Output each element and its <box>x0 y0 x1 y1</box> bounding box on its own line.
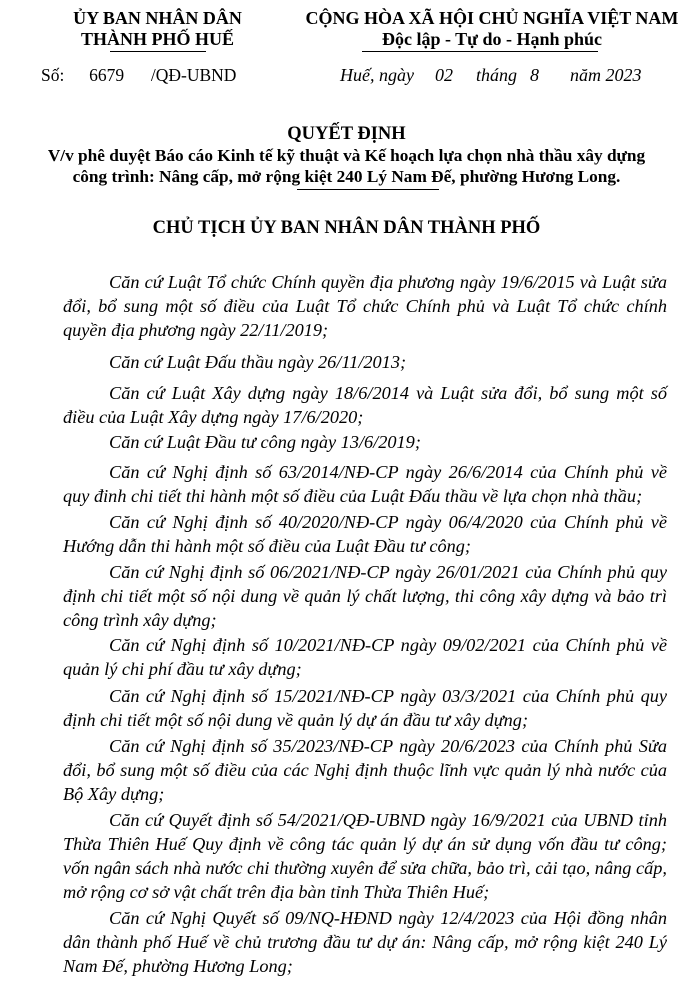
legal-basis-paragraph: Căn cứ Luật Xây dựng ngày 18/6/2014 và Luật sửa đổi, bổ sung một số điều của Luật Xây dựng ngày 17/6/2020; <box>63 383 667 427</box>
number-value: 6679 <box>89 65 125 85</box>
document-number <box>41 65 236 86</box>
date-place: Huế, ngày <box>340 65 414 85</box>
date-month-label: tháng <box>475 65 517 85</box>
legal-basis-paragraph: Căn cứ Nghị định số 35/2023/NĐ-CP ngày 20/6/2023 của Chính phủ Sửa đổi, bổ sung một số điều của các Nghị định thuộc lĩnh vực quản lý nhà nước của Bộ Xây dựng; <box>63 736 667 804</box>
legal-basis-paragraph: Căn cứ Nghị định số 15/2021/NĐ-CP ngày 03/3/2021 của Chính phủ quy định chi tiết một số nội dung về quản lý dự án đầu tư xây dựng; <box>63 686 667 730</box>
date-year: 2023 <box>605 65 642 85</box>
place-date <box>340 65 642 86</box>
legal-basis-paragraph: Căn cứ Luật Đấu thầu ngày 26/11/2013; <box>109 352 407 372</box>
legal-basis-paragraph: Căn cứ Nghị Quyết số 09/NQ-HĐND ngày 12/4/2023 của Hội đồng nhân dân thành phố Huế về chủ trương đầu tư dự án: Nâng cấp, mở rộng kiệt 240 Lý Nam Đế, phường Hương Long; <box>63 908 667 976</box>
document-subject-line1: V/v phê duyệt Báo cáo Kinh tế kỹ thuật và Kế hoạch lựa chọn nhà thầu xây dựng <box>47 146 646 165</box>
subject-underline <box>297 189 439 190</box>
document-subject-line2: công trình: Nâng cấp, mở rộng kiệt 240 Lý Nam Đế, phường Hương Long. <box>72 167 621 186</box>
number-suffix: /QĐ-UBND <box>150 65 237 85</box>
agency-name-line1: ỦY BAN NHÂN DÂN <box>73 8 242 28</box>
number-label: Số: <box>41 65 65 85</box>
date-day: 02 <box>434 65 453 85</box>
national-title: CỘNG HÒA XÃ HỘI CHỦ NGHĨA VIỆT NAM <box>305 8 679 28</box>
date-month: 8 <box>530 65 539 85</box>
motto-underline <box>362 51 598 52</box>
document-heading: QUYẾT ĐỊNH <box>287 124 406 144</box>
national-motto: Độc lập - Tự do - Hạnh phúc <box>381 29 603 49</box>
legal-basis-paragraph: Căn cứ Nghị định số 63/2014/NĐ-CP ngày 26/6/2014 của Chính phủ về quy đinh chi tiết thi hành một số điều của Luật Đấu thầu về lựa chọn nhà thầu; <box>63 462 667 506</box>
agency-name-line2: THÀNH PHỐ HUẾ <box>80 29 234 49</box>
legal-basis-paragraph: Căn cứ Luật Đầu tư công ngày 13/6/2019; <box>109 432 421 452</box>
legal-basis-paragraph: Căn cứ Quyết định số 54/2021/QĐ-UBND ngày 16/9/2021 của UBND tỉnh Thừa Thiên Huế Quy định về công tác quản lý dự án sử dụng vốn đầu tư công; vốn ngân sách nhà nước chi thường xuyên để sửa chữa, bảo trì, cải tạo, nâng cấp, mở rộng cơ sở vật chất trên địa bàn tỉnh Thừa Thiên Huế; <box>63 810 667 902</box>
issuing-authority: CHỦ TỊCH ỦY BAN NHÂN DÂN THÀNH PHỐ <box>152 218 541 238</box>
legal-basis-paragraph: Căn cứ Nghị định số 10/2021/NĐ-CP ngày 09/02/2021 của Chính phủ về quản lý chi phí đầu tư xây dựng; <box>63 635 667 679</box>
date-year-label: năm <box>570 65 601 85</box>
legal-basis-paragraph: Căn cứ Nghị định số 40/2020/NĐ-CP ngày 06/4/2020 của Chính phủ về Hướng dẫn thi hành một số điều của Luật Đầu tư công; <box>63 512 667 556</box>
legal-basis-paragraph: Căn cứ Nghị định số 06/2021/NĐ-CP ngày 26/01/2021 của Chính phủ quy định chi tiết một số nội dung về quản lý chất lượng, thi công xây dựng và bảo trì công trình xây dựng; <box>63 562 667 630</box>
legal-basis-paragraph: Căn cứ Luật Tổ chức Chính quyền địa phương ngày 19/6/2015 và Luật sửa đổi, bổ sung một số điều của Luật Tổ chức Chính phủ và Luật Tổ chức chính quyền địa phương ngày 22/11/2019; <box>63 272 667 340</box>
agency-underline <box>110 51 206 52</box>
